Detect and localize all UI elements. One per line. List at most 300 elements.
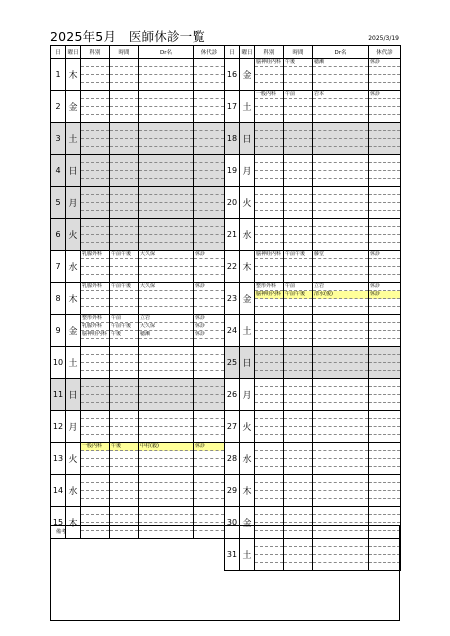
cell-time xyxy=(110,155,139,187)
dr-line: 立岩 xyxy=(139,315,193,323)
type-line xyxy=(194,411,224,419)
type-line xyxy=(194,91,224,99)
dr-line xyxy=(313,299,368,307)
day-row xyxy=(51,443,225,475)
cell-dept xyxy=(81,219,110,251)
dept-line xyxy=(255,355,283,363)
dr-line xyxy=(313,403,368,410)
day-row xyxy=(225,475,401,507)
time-line xyxy=(284,387,312,395)
time-line xyxy=(284,243,312,250)
dr-line xyxy=(139,259,193,267)
weekday: 日 xyxy=(66,155,81,187)
type-line xyxy=(369,475,400,483)
cell-dept xyxy=(81,347,110,379)
type-line: 休診 xyxy=(194,323,224,331)
dr-line xyxy=(139,491,193,499)
dr-line xyxy=(139,475,193,483)
time-line xyxy=(110,235,138,243)
dept-line xyxy=(81,147,109,154)
cell-type xyxy=(369,219,401,251)
dept-line xyxy=(81,435,109,442)
dept-line xyxy=(255,499,283,506)
cell-dr xyxy=(139,187,194,219)
time-line: 午前 xyxy=(110,315,138,323)
type-line xyxy=(369,427,400,435)
cell-dr xyxy=(313,91,369,123)
dr-line xyxy=(139,75,193,83)
dr-line xyxy=(313,419,368,427)
time-line xyxy=(284,307,312,314)
dept-line xyxy=(255,515,283,523)
time-line: 午前午後 xyxy=(110,283,138,291)
time-line xyxy=(284,427,312,435)
day-number: 29 xyxy=(225,475,240,507)
time-line xyxy=(110,203,138,211)
type-line xyxy=(369,67,400,75)
type-line: 休診 xyxy=(194,283,224,291)
dr-line xyxy=(139,387,193,395)
dept-line xyxy=(255,451,283,459)
dr-line xyxy=(313,331,368,339)
day-number: 15 xyxy=(51,507,66,539)
table-header-row xyxy=(225,46,401,59)
header-day: 日 xyxy=(225,46,240,59)
time-line xyxy=(284,267,312,275)
time-line xyxy=(284,83,312,90)
dept-line xyxy=(81,235,109,243)
cell-time xyxy=(110,347,139,379)
dept-line xyxy=(255,203,283,211)
cell-dr xyxy=(313,315,369,347)
dept-line xyxy=(81,491,109,499)
dept-line xyxy=(255,427,283,435)
schedule-table-right xyxy=(224,45,401,571)
type-line xyxy=(194,515,224,523)
dr-line xyxy=(139,411,193,419)
cell-type xyxy=(194,219,225,251)
dept-line xyxy=(255,323,283,331)
type-line xyxy=(194,115,224,122)
dept-line xyxy=(81,387,109,395)
type-line xyxy=(194,403,224,410)
time-line xyxy=(110,107,138,115)
type-line xyxy=(369,235,400,243)
dr-line xyxy=(139,115,193,122)
time-line xyxy=(110,131,138,139)
cell-dr xyxy=(313,475,369,507)
type-line xyxy=(194,147,224,154)
dept-line xyxy=(255,99,283,107)
type-line xyxy=(369,395,400,403)
dept-line: 乳腺外科 xyxy=(81,283,109,291)
type-line: 休診 xyxy=(194,315,224,323)
day-row xyxy=(51,347,225,379)
dept-line xyxy=(81,307,109,314)
time-line: 午前午後 xyxy=(284,291,312,299)
type-line xyxy=(194,379,224,387)
type-line xyxy=(369,419,400,427)
type-line xyxy=(369,155,400,163)
dept-line xyxy=(81,75,109,83)
dr-line xyxy=(139,227,193,235)
type-line xyxy=(369,451,400,459)
type-line xyxy=(194,211,224,218)
dept-line xyxy=(255,139,283,147)
dept-line: 乳腺外科 xyxy=(81,323,109,331)
dept-line xyxy=(81,99,109,107)
time-line xyxy=(110,59,138,67)
dept-line xyxy=(81,339,109,346)
dept-line xyxy=(81,451,109,459)
dr-line xyxy=(139,267,193,275)
cell-dept xyxy=(81,283,110,315)
cell-type xyxy=(369,283,401,315)
day-row xyxy=(51,155,225,187)
time-line xyxy=(110,291,138,299)
dept-line xyxy=(255,507,283,515)
day-number: 26 xyxy=(225,379,240,411)
type-line xyxy=(369,147,400,154)
type-line xyxy=(194,123,224,131)
cell-dr xyxy=(139,59,194,91)
cell-dr xyxy=(139,251,194,283)
time-line xyxy=(284,235,312,243)
cell-dr xyxy=(313,347,369,379)
type-line xyxy=(194,459,224,467)
dr-line xyxy=(139,131,193,139)
cell-time xyxy=(284,475,313,507)
dept-line xyxy=(255,155,283,163)
cell-type xyxy=(194,59,225,91)
dept-line xyxy=(255,107,283,115)
weekday: 土 xyxy=(66,123,81,155)
dr-line xyxy=(139,339,193,346)
cell-dept xyxy=(255,475,284,507)
cell-dept xyxy=(81,475,110,507)
dr-line xyxy=(313,395,368,403)
type-line xyxy=(369,323,400,331)
schedule-table-left xyxy=(50,45,225,539)
cell-time xyxy=(284,283,313,315)
dept-line xyxy=(255,171,283,179)
type-line xyxy=(369,331,400,339)
type-line xyxy=(194,291,224,299)
dept-line xyxy=(255,331,283,339)
dept-line xyxy=(255,347,283,355)
dr-line xyxy=(313,163,368,171)
type-line xyxy=(194,499,224,506)
dr-line xyxy=(139,139,193,147)
cell-time xyxy=(110,475,139,507)
header-dr: Dr名 xyxy=(313,46,369,59)
type-line xyxy=(369,275,400,282)
time-line xyxy=(284,259,312,267)
time-line: 午後 xyxy=(110,443,138,451)
dr-line xyxy=(139,83,193,90)
time-line xyxy=(110,507,138,515)
day-row xyxy=(51,91,225,123)
dr-line xyxy=(313,139,368,147)
type-line xyxy=(194,75,224,83)
dept-line xyxy=(81,475,109,483)
dr-line xyxy=(139,347,193,355)
time-line xyxy=(284,139,312,147)
dept-line xyxy=(255,267,283,275)
table-header-row xyxy=(51,46,225,59)
cell-type xyxy=(369,59,401,91)
time-line xyxy=(284,203,312,211)
weekday: 木 xyxy=(66,283,81,315)
cell-dept xyxy=(255,347,284,379)
dept-line xyxy=(255,179,283,186)
type-line xyxy=(369,435,400,442)
dept-line xyxy=(255,299,283,307)
cell-dept xyxy=(81,411,110,443)
dept-line xyxy=(255,379,283,387)
dr-line xyxy=(139,419,193,427)
dr-line xyxy=(313,203,368,211)
type-line: 休診 xyxy=(194,251,224,259)
header-dept: 科別 xyxy=(255,46,284,59)
time-line xyxy=(284,131,312,139)
cell-time xyxy=(284,123,313,155)
dr-line xyxy=(313,371,368,378)
time-line xyxy=(284,99,312,107)
weekday: 水 xyxy=(66,251,81,283)
dr-line xyxy=(139,355,193,363)
dr-line xyxy=(313,259,368,267)
time-line xyxy=(284,123,312,131)
type-line xyxy=(194,387,224,395)
dr-line xyxy=(313,355,368,363)
time-line xyxy=(284,107,312,115)
notes-box xyxy=(50,525,400,621)
day-number: 11 xyxy=(51,379,66,411)
dr-line xyxy=(313,307,368,314)
dr-line xyxy=(313,451,368,459)
cell-type xyxy=(369,475,401,507)
time-line: 午後 xyxy=(284,59,312,67)
time-line xyxy=(110,179,138,186)
day-number: 27 xyxy=(225,411,240,443)
dr-line: 大久保 xyxy=(139,251,193,259)
time-line xyxy=(284,411,312,419)
day-number: 23 xyxy=(225,283,240,315)
time-line xyxy=(110,139,138,147)
type-line xyxy=(194,259,224,267)
type-line xyxy=(194,435,224,442)
dept-line xyxy=(81,83,109,90)
dept-line xyxy=(255,387,283,395)
dept-line xyxy=(81,347,109,355)
cell-dr xyxy=(313,251,369,283)
day-row xyxy=(51,187,225,219)
weekday: 火 xyxy=(240,411,255,443)
time-line xyxy=(110,419,138,427)
dr-line xyxy=(139,379,193,387)
time-line xyxy=(284,459,312,467)
time-line xyxy=(110,299,138,307)
dr-line xyxy=(139,395,193,403)
cell-dept xyxy=(255,411,284,443)
dept-line xyxy=(255,435,283,442)
time-line xyxy=(110,171,138,179)
time-line xyxy=(110,499,138,506)
day-number: 20 xyxy=(225,187,240,219)
dept-line xyxy=(81,155,109,163)
dr-line: 大久保 xyxy=(139,323,193,331)
type-line xyxy=(194,347,224,355)
time-line xyxy=(284,475,312,483)
type-line xyxy=(194,203,224,211)
type-line xyxy=(194,467,224,474)
time-line xyxy=(110,83,138,90)
issue-date: 2025/3/19 xyxy=(368,35,399,42)
dr-line xyxy=(313,211,368,218)
cell-type xyxy=(369,411,401,443)
weekday: 金 xyxy=(66,91,81,123)
cell-time xyxy=(284,219,313,251)
type-line xyxy=(194,139,224,147)
cell-dept xyxy=(255,219,284,251)
dept-line: 脳神経内科 xyxy=(256,291,282,297)
cell-type xyxy=(369,379,401,411)
day-row xyxy=(51,315,225,347)
time-line xyxy=(110,515,138,523)
weekday: 土 xyxy=(66,347,81,379)
dr-line xyxy=(139,67,193,75)
cell-time xyxy=(284,155,313,187)
type-line xyxy=(369,75,400,83)
cell-dr xyxy=(139,155,194,187)
cell-dr xyxy=(313,379,369,411)
time-line xyxy=(110,163,138,171)
type-line xyxy=(369,443,400,451)
type-line xyxy=(194,427,224,435)
header-time: 時間 xyxy=(110,46,139,59)
day-row xyxy=(225,219,401,251)
dept-line: 整形外科 xyxy=(255,283,283,291)
time-line xyxy=(284,395,312,403)
day-number: 30 xyxy=(225,507,240,539)
dept-line xyxy=(255,459,283,467)
day-row xyxy=(51,219,225,251)
dr-line xyxy=(313,195,368,203)
dept-line xyxy=(255,123,283,131)
cell-type xyxy=(194,155,225,187)
type-line xyxy=(369,491,400,499)
weekday: 月 xyxy=(240,155,255,187)
type-line xyxy=(194,131,224,139)
dr-line xyxy=(139,435,193,442)
type-line xyxy=(369,139,400,147)
day-number: 25 xyxy=(225,347,240,379)
dr-line xyxy=(313,235,368,243)
cell-dept xyxy=(255,123,284,155)
cell-time xyxy=(110,187,139,219)
dr-line xyxy=(139,211,193,218)
type-line xyxy=(369,459,400,467)
day-row xyxy=(51,59,225,91)
dr-line xyxy=(313,99,368,107)
dr-line xyxy=(313,267,368,275)
dr-line xyxy=(313,507,368,515)
dr-line xyxy=(313,483,368,491)
cell-dr xyxy=(139,123,194,155)
cell-type xyxy=(369,443,401,475)
cell-type xyxy=(369,123,401,155)
cell-type xyxy=(194,347,225,379)
dr-line xyxy=(313,435,368,442)
dr-line xyxy=(313,155,368,163)
dr-line xyxy=(139,107,193,115)
type-line xyxy=(369,347,400,355)
dept-line xyxy=(255,403,283,410)
time-line xyxy=(110,307,138,314)
day-row xyxy=(51,411,225,443)
type-line xyxy=(194,419,224,427)
dept-line xyxy=(255,315,283,323)
day-number: 19 xyxy=(225,155,240,187)
time-line xyxy=(284,467,312,474)
cell-dr xyxy=(313,443,369,475)
dept-line xyxy=(81,203,109,211)
cell-time xyxy=(284,443,313,475)
dept-line xyxy=(81,59,109,67)
dept-line xyxy=(255,219,283,227)
dept-line xyxy=(81,363,109,371)
cell-dr xyxy=(139,347,194,379)
weekday: 水 xyxy=(240,219,255,251)
time-line: 午前 xyxy=(284,283,312,291)
dr-line xyxy=(313,131,368,139)
dr-line xyxy=(313,387,368,395)
cell-dr xyxy=(313,187,369,219)
cell-dr xyxy=(313,123,369,155)
day-number: 16 xyxy=(225,59,240,91)
time-line: 午前午後 xyxy=(110,251,138,259)
weekday: 土 xyxy=(240,315,255,347)
cell-time xyxy=(110,379,139,411)
dept-line xyxy=(81,67,109,75)
type-line xyxy=(194,155,224,163)
dept-line xyxy=(81,195,109,203)
dr-line xyxy=(139,99,193,107)
type-line xyxy=(369,363,400,371)
time-line xyxy=(284,315,312,323)
time-line xyxy=(110,115,138,122)
time-line xyxy=(110,99,138,107)
weekday: 木 xyxy=(66,59,81,91)
cell-type xyxy=(369,155,401,187)
type-line xyxy=(194,83,224,90)
type-line xyxy=(369,403,400,410)
dr-line xyxy=(313,171,368,179)
dr-line xyxy=(313,243,368,250)
cell-dr xyxy=(313,219,369,251)
dept-line xyxy=(255,227,283,235)
type-line xyxy=(194,451,224,459)
dept-line xyxy=(255,467,283,474)
type-line xyxy=(194,235,224,243)
cell-dept xyxy=(255,315,284,347)
cell-dr xyxy=(139,219,194,251)
cell-time xyxy=(284,379,313,411)
time-line: 午前午後 xyxy=(284,251,312,259)
cell-dr xyxy=(139,411,194,443)
dept-line xyxy=(81,291,109,299)
